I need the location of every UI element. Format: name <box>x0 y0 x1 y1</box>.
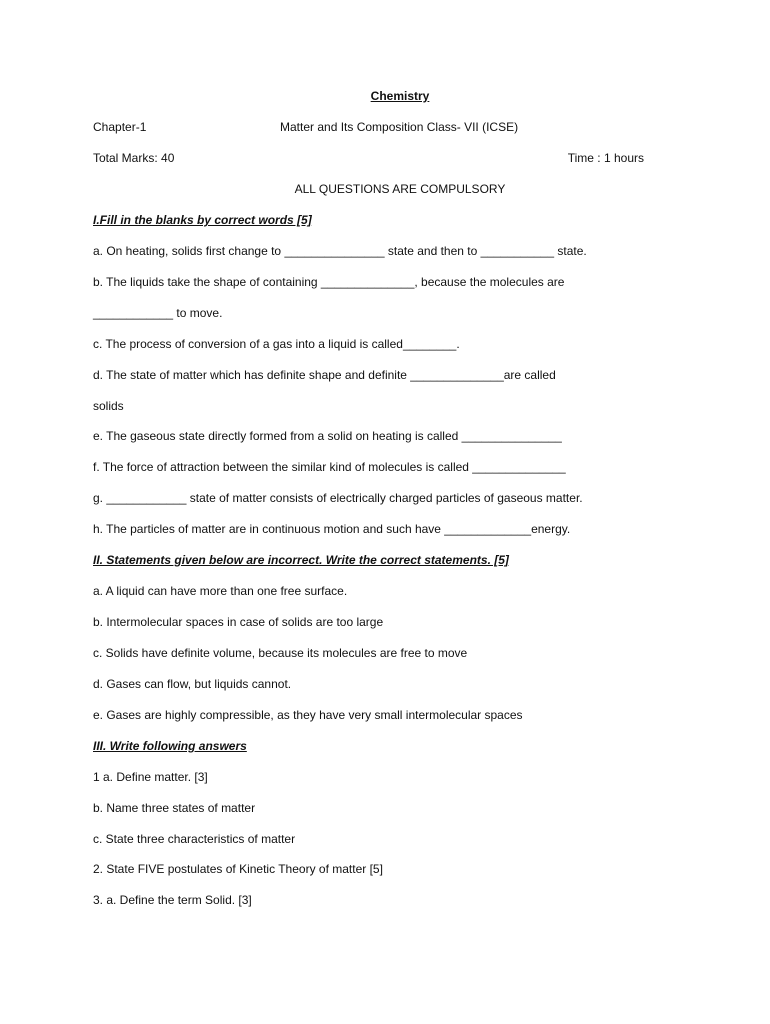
question-line: h. The particles of matter are in continuous motion and such have _____________energy. <box>93 522 571 536</box>
question-line: ____________ to move. <box>93 306 223 320</box>
question-line: c. The process of conversion of a gas into a liquid is called________. <box>93 337 460 351</box>
chapter-label: Chapter-1 <box>93 120 147 134</box>
question-line: d. The state of matter which has definite shape and definite ______________are called <box>93 368 556 382</box>
section1-heading: I.Fill in the blanks by correct words [5] <box>93 213 312 227</box>
section2-heading: II. Statements given below are incorrect. Write the correct statements. [5] <box>93 553 509 567</box>
question-line: e. The gaseous state directly formed from a solid on heating is called _______________ <box>93 429 562 443</box>
question-line: g. ____________ state of matter consists of electrically charged particles of gaseous matter. <box>93 491 583 505</box>
answer-question-line: b. Name three states of matter <box>93 801 256 815</box>
subject-title: Chemistry <box>370 89 430 103</box>
question-line: f. The force of attraction between the similar kind of molecules is called ______________ <box>93 460 566 474</box>
question-line: solids <box>93 399 124 413</box>
instruction: ALL QUESTIONS ARE COMPULSORY <box>294 182 506 196</box>
answer-question-line: 1 a. Define matter. [3] <box>93 770 208 784</box>
topic-label: Matter and Its Composition Class- VII (ICSE) <box>280 120 519 134</box>
statement-line: b. Intermolecular spaces in case of solids are too large <box>93 615 384 629</box>
answer-question-line: 3. a. Define the term Solid. [3] <box>93 893 252 907</box>
question-line: b. The liquids take the shape of containing ______________, because the molecules are <box>93 275 565 289</box>
statement-line: e. Gases are highly compressible, as they have very small intermolecular spaces <box>93 708 523 722</box>
question-line: a. On heating, solids first change to _______________ state and then to ___________ state. <box>93 244 587 258</box>
answer-question-line: 2. State FIVE postulates of Kinetic Theory of matter [5] <box>93 862 383 876</box>
section3-heading: III. Write following answers <box>93 739 247 753</box>
statement-line: c. Solids have definite volume, because its molecules are free to move <box>93 646 468 660</box>
total-marks: Total Marks: 40 <box>93 151 175 165</box>
statement-line: d. Gases can flow, but liquids cannot. <box>93 677 292 691</box>
time-allowed: Time : 1 hours <box>567 151 644 165</box>
answer-question-line: c. State three characteristics of matter <box>93 832 296 846</box>
statement-line: a. A liquid can have more than one free surface. <box>93 584 348 598</box>
